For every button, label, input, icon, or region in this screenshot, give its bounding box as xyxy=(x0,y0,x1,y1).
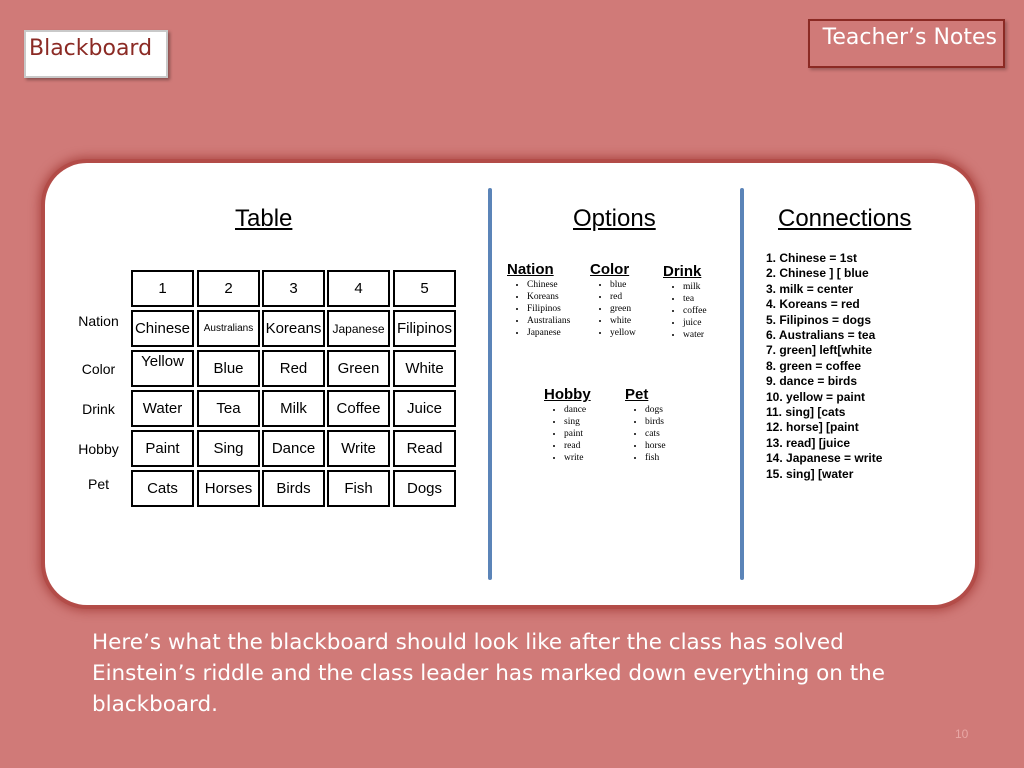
option-item: • coffee xyxy=(683,305,707,317)
connection-item: 2. Chinese ] [ blue xyxy=(766,266,869,281)
page-number: 10 xyxy=(955,727,969,741)
table-header-3: 3 xyxy=(262,270,325,307)
table-cell: Tea xyxy=(197,390,260,427)
connection-item: 1. Chinese = 1st xyxy=(766,251,858,265)
option-item: • milk xyxy=(683,281,707,293)
options-drink-list xyxy=(663,281,707,341)
connections-list xyxy=(766,251,882,482)
connection-item: 11. sing] [cats xyxy=(766,405,846,420)
table-cell: Cats xyxy=(131,470,194,507)
connection-item: 14. Japanese = write xyxy=(766,451,883,466)
option-item: • blue xyxy=(610,279,636,291)
table-cell: Horses xyxy=(197,470,260,507)
connection-item: 5. Filipinos = dogs xyxy=(766,312,872,327)
options-pet xyxy=(625,386,666,464)
options-heading: Options xyxy=(573,205,656,232)
table-cell: Filipinos xyxy=(393,310,456,347)
options-color-list xyxy=(590,279,636,339)
options-nation xyxy=(507,261,570,339)
options-hobby-title: Hobby xyxy=(544,386,591,403)
connection-item: 8. green = coffee xyxy=(766,358,862,373)
table-cell: Japanese xyxy=(327,310,390,347)
option-item: • tea xyxy=(683,293,707,305)
connection-item: 10. yellow = paint xyxy=(766,389,866,404)
table-heading: Table xyxy=(235,205,293,232)
connections-heading: Connections xyxy=(778,205,912,232)
options-pet-list xyxy=(625,404,666,464)
option-item: • Koreans xyxy=(527,291,570,303)
table-cell: Birds xyxy=(262,470,325,507)
table-cell: Koreans xyxy=(262,310,325,347)
table-row-label-pet: Pet xyxy=(87,476,109,492)
option-item: • write xyxy=(564,452,591,464)
option-item: • birds xyxy=(645,416,666,428)
options-nation-list xyxy=(507,279,570,339)
divider-right xyxy=(740,188,744,580)
options-hobby xyxy=(544,386,591,464)
table-cell: Yellow xyxy=(131,350,194,387)
table-row-label-color: Color xyxy=(81,361,116,377)
table-row-label-nation: Nation xyxy=(78,313,119,329)
option-item: • read xyxy=(564,440,591,452)
table-cell: White xyxy=(393,350,456,387)
table-header-4: 4 xyxy=(327,270,390,307)
divider-left xyxy=(488,188,492,580)
table-cell: Australians xyxy=(197,310,260,347)
option-item: • dance xyxy=(564,404,591,416)
table-cell: Dance xyxy=(262,430,325,467)
table-cell: Coffee xyxy=(327,390,390,427)
connection-item: 7. green] left[white xyxy=(766,343,873,358)
option-item: • cats xyxy=(645,428,666,440)
table-header-2: 2 xyxy=(197,270,260,307)
option-item: • Australians xyxy=(527,315,570,327)
table-cell: Fish xyxy=(327,470,390,507)
table-header-5: 5 xyxy=(393,270,456,307)
caption: Here’s what the blackboard should look like after the class has solved Einstein’s riddle and the class leader has marked down everything on the blackboard. xyxy=(92,630,886,717)
options-drink-title: Drink xyxy=(663,263,702,280)
connection-item: 6. Australians = tea xyxy=(766,328,876,343)
options-drink xyxy=(663,263,707,341)
blackboard xyxy=(45,163,975,605)
option-item: • sing xyxy=(564,416,591,428)
option-item: • Filipinos xyxy=(527,303,570,315)
table-cell: Juice xyxy=(393,390,456,427)
option-item: • green xyxy=(610,303,636,315)
table-cell: Chinese xyxy=(131,310,194,347)
option-item: • water xyxy=(683,329,707,341)
teacher-notes-label xyxy=(808,19,1005,68)
table-cell: Read xyxy=(393,430,456,467)
table-cell: Green xyxy=(327,350,390,387)
option-item: • red xyxy=(610,291,636,303)
blackboard-label-text: Blackboard xyxy=(29,36,153,61)
options-color-title: Color xyxy=(590,261,630,278)
connection-item: 3. milk = center xyxy=(766,281,854,296)
connection-item: 12. horse] [paint xyxy=(766,420,859,435)
table-cell: Sing xyxy=(197,430,260,467)
option-item: • Japanese xyxy=(527,327,570,339)
options-hobby-list xyxy=(544,404,591,464)
table-row-label-hobby: Hobby xyxy=(78,441,119,457)
option-item: • Chinese xyxy=(527,279,570,291)
connection-item: 4. Koreans = red xyxy=(766,297,860,312)
option-item: • dogs xyxy=(645,404,666,416)
table-cell: Blue xyxy=(197,350,260,387)
option-item: • fish xyxy=(645,452,666,464)
options-color xyxy=(590,261,636,339)
options-pet-title: Pet xyxy=(625,386,649,403)
table-cell: Water xyxy=(131,390,194,427)
option-item: • white xyxy=(610,315,636,327)
connection-item: 15. sing] [water xyxy=(766,466,854,481)
option-item: • yellow xyxy=(610,327,636,339)
option-item: • paint xyxy=(564,428,591,440)
table-cell: Paint xyxy=(131,430,194,467)
option-item: • horse xyxy=(645,440,666,452)
table-cell: Write xyxy=(327,430,390,467)
connection-item: 9. dance = birds xyxy=(766,374,858,389)
table-cell: Milk xyxy=(262,390,325,427)
connection-item: 13. read] [juice xyxy=(766,435,851,450)
option-item: • juice xyxy=(683,317,707,329)
table-cell: Dogs xyxy=(393,470,456,507)
teacher-notes-text: Teacher’s Notes xyxy=(822,25,997,50)
table-cell: Red xyxy=(262,350,325,387)
table-header-1: 1 xyxy=(131,270,194,307)
blackboard-label xyxy=(24,30,168,78)
options-nation-title: Nation xyxy=(507,261,554,278)
table-row-label-drink: Drink xyxy=(82,401,115,417)
